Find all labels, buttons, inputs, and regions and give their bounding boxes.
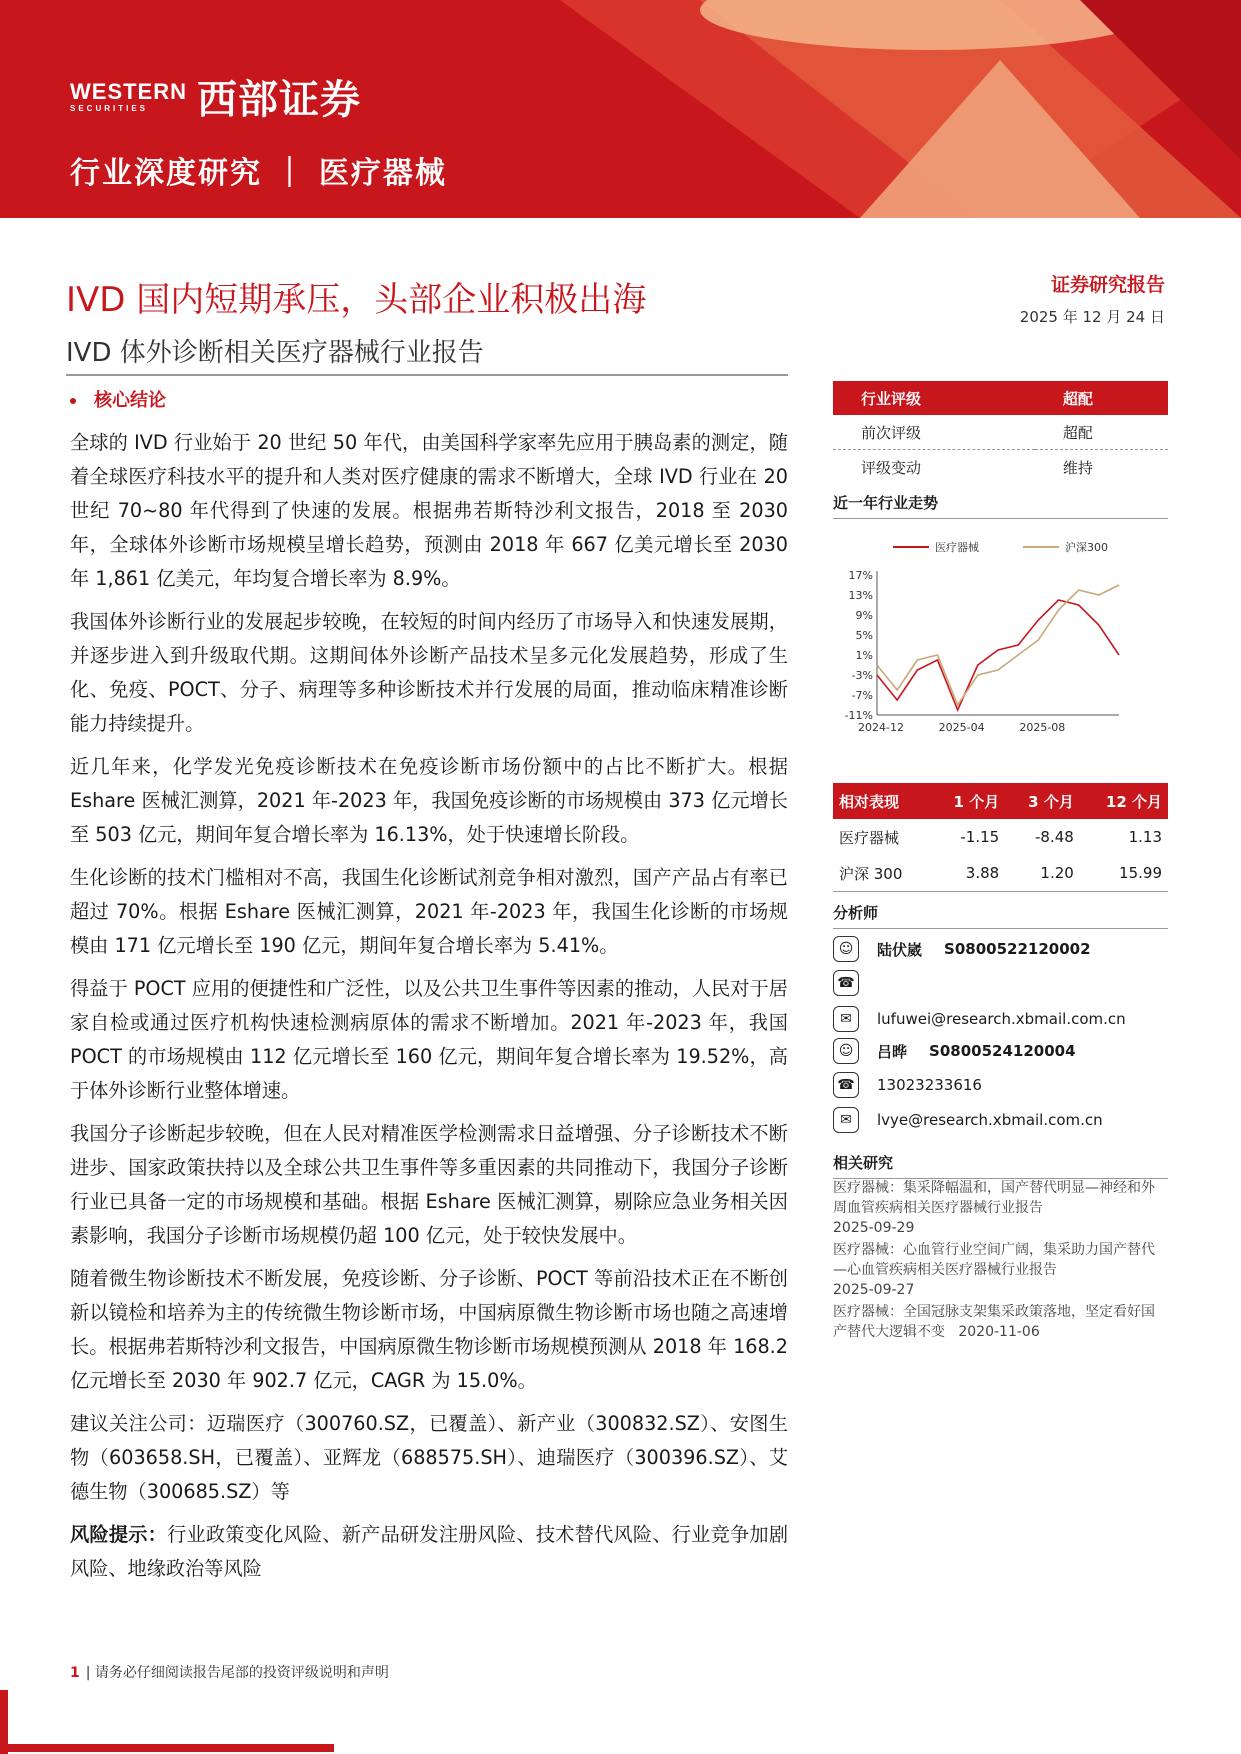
analyst-name: 陆伏崴: [877, 940, 923, 959]
analyst-name: 吕晔: [877, 1042, 908, 1061]
email-icon: ✉: [833, 1006, 859, 1032]
paragraph: 我国分子诊断起步较晚，但在人民对精准医学检测需求日益增强、分子诊断技术不断进步、国家政策扶持以及全球公共卫生事件等多重因素的共同推动下，我国分子诊断行业已具备一定的市场规模和基础。根据 Eshare 医械汇测算，剔除应急业务相关因素影响，我国分子诊断市场规模仍超 100 亿元，处于较快发展中。: [70, 1122, 788, 1247]
y-tick-label: 17%: [848, 569, 873, 582]
perf-cell: 1.13: [1128, 828, 1162, 846]
logo-chinese: 西部证券: [197, 77, 361, 123]
email-icon: ✉: [833, 1107, 859, 1133]
report-type: 证券研究报告: [1050, 274, 1165, 296]
page-footer: 1 | 请务必仔细阅读报告尾部的投资评级说明和声明: [70, 1665, 389, 1681]
trend-chart: [833, 525, 1168, 734]
banner-title: 行业深度研究 ｜ 医疗器械: [70, 156, 447, 191]
perf-cell: 15.99: [1080, 855, 1168, 892]
prev-rating-value: 超配: [1035, 415, 1168, 450]
legend-label: 沪深300: [1065, 541, 1108, 554]
related-heading: 相关研究: [833, 1152, 1168, 1179]
person-icon: ☺: [833, 1038, 859, 1064]
perf-header: 3 个月: [1028, 792, 1074, 811]
paragraph: 我国体外诊断行业的发展起步较晚，在较短的时间内经历了市场导入和快速发展期，并逐步进入到升级取代期。这期间体外诊断产品技术呈多元化发展趋势，形成了生化、免疫、POCT、分子、病理等多种诊断技术并行发展的局面，推动临床精准诊断能力持续提升。: [70, 610, 788, 735]
report-date: 2025 年 12 月 24 日: [1019, 308, 1165, 326]
related-item[interactable]: 医疗器械：集采降幅温和，国产替代明显—神经和外周血管疾病相关医疗器械行业报告 2025-09-29: [833, 1180, 1155, 1236]
report-subtitle: IVD 体外诊断相关医疗器械行业报告: [66, 338, 484, 368]
analyst-2-email-row: [833, 1107, 1103, 1133]
related-item[interactable]: 医疗器械：全国冠脉支架集采政策落地，坚定看好国产替代大逻辑不变 2020-11-06: [833, 1304, 1155, 1340]
risk-paragraph: [70, 1518, 788, 1586]
y-tick-label: -11%: [844, 709, 873, 722]
title-divider: [66, 374, 788, 376]
prev-rating-label: 前次评级: [833, 415, 1035, 450]
series-line: [877, 600, 1119, 710]
analyst-1-phone-row: [833, 970, 877, 996]
disclaimer-note: 请务必仔细阅读报告尾部的投资评级说明和声明: [94, 1665, 389, 1681]
rating-label: 行业评级: [861, 389, 922, 408]
related-item[interactable]: 医疗器械：心血管行业空间广阔，集采助力国产替代—心血管疾病相关医疗器械行业报告 2025-09-27: [833, 1242, 1155, 1298]
perf-cell: 3.88: [931, 855, 1006, 892]
y-tick-label: 13%: [848, 589, 873, 602]
risk-text: 行业政策变化风险、新产品研发注册风险、技术替代风险、行业竞争加剧风险、地缘政治等风险: [70, 1523, 789, 1580]
rating-change-value: 维持: [1062, 458, 1093, 477]
paragraph: 生化诊断的技术门槛相对不高，我国生化诊断试剂竞争相对激烈，国产产品占有率已超过 70%。根据 Eshare 医械汇测算，2021 年-2023 年，我国生化诊断的市场规模由 171 亿元增长至 190 亿元，期间年复合增长率为 5.41%。: [70, 866, 788, 957]
body-text: [70, 426, 788, 1595]
rating-table: [833, 381, 1168, 484]
core-conclusion-heading: 核心结论: [70, 386, 166, 412]
x-tick-label: 2024-12: [858, 721, 904, 734]
paragraph: 全球的 IVD 行业始于 20 世纪 50 年代，由美国科学家率先应用于胰岛素的测定，随着全球医疗科技水平的提升和人类对医疗健康的需求不断增大，全球 IVD 行业在 20 世纪 70~80 年代得到了快速的发展。根据弗若斯特沙利文报告，2018 至 2030 年，全球体外诊断市场规模呈增长趋势，预测由 2018 年 667 亿美元增长至 2030 年 1,861 亿美元，年均复合增长率为 8.9%。: [70, 431, 788, 590]
y-tick-label: 9%: [855, 609, 873, 622]
logo-english: WESTERN: [70, 78, 187, 104]
paragraph: 随着微生物诊断技术不断发展，免疫诊断、分子诊断、POCT 等前沿技术正在不断创新以镜检和培养为主的传统微生物诊断市场，中国病原微生物诊断市场也随之高速增长。根据弗若斯特沙利文报告，中国病原微生物诊断市场规模预测从 2018 年 168.2 亿元增长至 2030 年 902.7 亿元，CAGR 为 15.0%。: [70, 1267, 788, 1392]
paragraph: 得益于 POCT 应用的便捷性和广泛性，以及公共卫生事件等因素的推动，人民对于居家自检或通过医疗机构快速检测病原体的需求不断增加。2021 年-2023 年，我国 POCT 的市场规模由 112 亿元增长至 160 亿元，期间年复合增长率为 19.52%，高于体外诊断行业整体增速。: [70, 977, 788, 1102]
bullet-icon: [70, 398, 76, 404]
y-tick-label: -7%: [851, 689, 873, 702]
related-list: [833, 1178, 1168, 1344]
rating-value: 超配: [1062, 389, 1093, 408]
x-tick-label: 2025-04: [938, 721, 985, 734]
header-banner: [0, 0, 1241, 218]
perf-cell: -8.48: [1035, 828, 1074, 846]
trend-heading: 近一年行业走势: [833, 492, 1168, 519]
analyst-phone: 13023233616: [877, 1076, 982, 1094]
analyst-1-row: [833, 936, 1091, 962]
series-line: [877, 585, 1119, 705]
logo-english-sub: SECURITIES: [70, 103, 149, 113]
analyst-1-email-row: [833, 1006, 1126, 1032]
perf-header: 12 个月: [1105, 792, 1162, 811]
x-tick-label: 2025-08: [1019, 721, 1066, 734]
rating-change-label: 评级变动: [861, 458, 922, 477]
analyst-cert: S0800524120004: [929, 1042, 1076, 1060]
analyst-cert: S0800522120002: [944, 940, 1091, 958]
perf-cell: 医疗器械: [839, 828, 900, 847]
paragraph: 建议关注公司：迈瑞医疗（300760.SZ，已覆盖）、新产业（300832.SZ）、安图生物（603658.SH，已覆盖）、亚辉龙（688575.SH）、迪瑞医疗（300396.SZ）、艾德生物（300685.SZ）等: [70, 1412, 788, 1503]
report-title: IVD 国内短期承压，头部企业积极出海: [66, 280, 647, 320]
risk-label: 风险提示：: [70, 1523, 168, 1546]
y-tick-label: 1%: [855, 649, 873, 662]
analyst-heading: 分析师: [833, 902, 1168, 929]
company-logo: [70, 68, 361, 125]
page-number: 1: [70, 1665, 80, 1681]
paragraph: 近几年来，化学发光免疫诊断技术在免疫诊断市场份额中的占比不断扩大。根据 Eshare 医械汇测算，2021 年-2023 年，我国免疫诊断的市场规模由 373 亿元增长至 503 亿元，期间年复合增长率为 16.13%，处于快速增长阶段。: [70, 755, 788, 846]
perf-cell: 1.20: [1005, 855, 1080, 892]
perf-header: 1 个月: [953, 792, 1000, 811]
y-tick-label: -3%: [851, 669, 873, 682]
y-tick-label: 5%: [855, 629, 873, 642]
person-icon: ☺: [833, 936, 859, 962]
performance-table: [833, 783, 1168, 892]
analyst-2-phone-row: [833, 1072, 982, 1098]
perf-cell: 沪深 300: [833, 855, 931, 892]
analyst-email[interactable]: lufuwei@research.xbmail.com.cn: [877, 1010, 1126, 1028]
analyst-2-row: [833, 1038, 1076, 1064]
perf-cell: -1.15: [960, 828, 1000, 846]
phone-icon: ☎: [833, 1072, 859, 1098]
perf-header: 相对表现: [839, 792, 900, 811]
corner-decoration: [0, 1744, 334, 1752]
trend-chart-svg: [833, 525, 1168, 734]
legend-label: 医疗器械: [935, 541, 979, 554]
phone-icon: ☎: [833, 970, 859, 996]
analyst-email[interactable]: lvye@research.xbmail.com.cn: [877, 1111, 1103, 1129]
